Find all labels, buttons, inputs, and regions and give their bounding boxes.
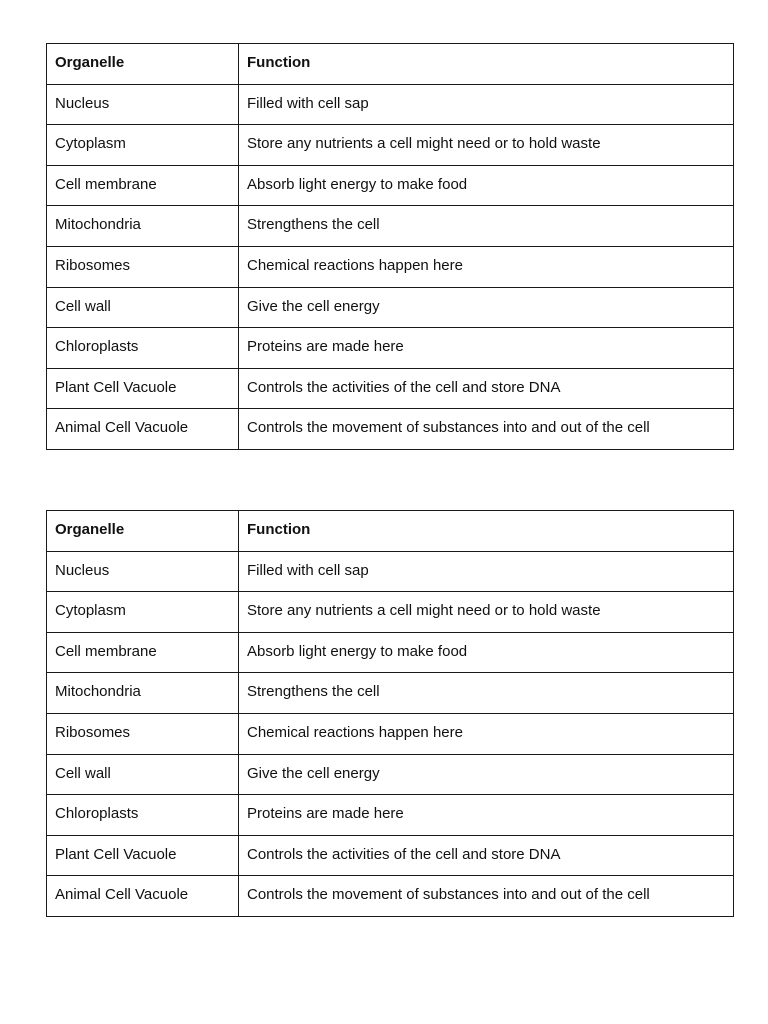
organelle-cell: Cytoplasm (47, 592, 239, 633)
table-row (47, 368, 734, 409)
organelle-cell: Cell membrane (47, 632, 239, 673)
organelle-cell: Animal Cell Vacuole (47, 409, 239, 450)
organelle-cell: Ribosomes (47, 246, 239, 287)
table-row (47, 246, 734, 287)
organelle-cell: Nucleus (47, 551, 239, 592)
organelle-cell: Nucleus (47, 84, 239, 125)
table-row (47, 287, 734, 328)
function-cell: Chemical reactions happen here (239, 713, 734, 754)
organelle-cell: Cell membrane (47, 165, 239, 206)
organelle-cell: Plant Cell Vacuole (47, 835, 239, 876)
function-cell: Proteins are made here (239, 795, 734, 836)
function-cell: Filled with cell sap (239, 551, 734, 592)
organelle-column-header: Organelle (47, 44, 239, 85)
table-row (47, 795, 734, 836)
table-header-row (47, 44, 734, 85)
function-cell: Give the cell energy (239, 287, 734, 328)
table-row (47, 125, 734, 166)
function-cell: Absorb light energy to make food (239, 632, 734, 673)
function-cell: Controls the activities of the cell and store DNA (239, 368, 734, 409)
table-row (47, 328, 734, 369)
organelle-cell: Cell wall (47, 287, 239, 328)
function-cell: Store any nutrients a cell might need or to hold waste (239, 592, 734, 633)
table-row (47, 409, 734, 450)
organelle-cell: Mitochondria (47, 673, 239, 714)
function-cell: Chemical reactions happen here (239, 246, 734, 287)
function-cell: Filled with cell sap (239, 84, 734, 125)
function-cell: Store any nutrients a cell might need or to hold waste (239, 125, 734, 166)
organelle-cell: Cell wall (47, 754, 239, 795)
table-body (47, 551, 734, 916)
organelle-cell: Mitochondria (47, 206, 239, 247)
organelle-cell: Animal Cell Vacuole (47, 876, 239, 917)
organelle-column-header: Organelle (47, 511, 239, 552)
table-row (47, 713, 734, 754)
table-row (47, 835, 734, 876)
table-row (47, 84, 734, 125)
function-cell: Controls the movement of substances into and out of the cell (239, 409, 734, 450)
table-row (47, 632, 734, 673)
organelle-cell: Cytoplasm (47, 125, 239, 166)
table-row (47, 754, 734, 795)
function-cell: Absorb light energy to make food (239, 165, 734, 206)
table-row (47, 165, 734, 206)
table-row (47, 673, 734, 714)
organelle-cell: Chloroplasts (47, 328, 239, 369)
table-row (47, 876, 734, 917)
function-cell: Controls the activities of the cell and store DNA (239, 835, 734, 876)
table-row (47, 592, 734, 633)
function-column-header: Function (239, 511, 734, 552)
function-cell: Strengthens the cell (239, 206, 734, 247)
table-row (47, 551, 734, 592)
table-header-row (47, 511, 734, 552)
organelle-table-1 (46, 43, 734, 450)
organelle-cell: Ribosomes (47, 713, 239, 754)
organelle-table-2 (46, 510, 734, 917)
function-column-header: Function (239, 44, 734, 85)
function-cell: Strengthens the cell (239, 673, 734, 714)
table-body (47, 84, 734, 449)
table-row (47, 206, 734, 247)
function-cell: Proteins are made here (239, 328, 734, 369)
function-cell: Give the cell energy (239, 754, 734, 795)
function-cell: Controls the movement of substances into and out of the cell (239, 876, 734, 917)
organelle-cell: Chloroplasts (47, 795, 239, 836)
organelle-cell: Plant Cell Vacuole (47, 368, 239, 409)
